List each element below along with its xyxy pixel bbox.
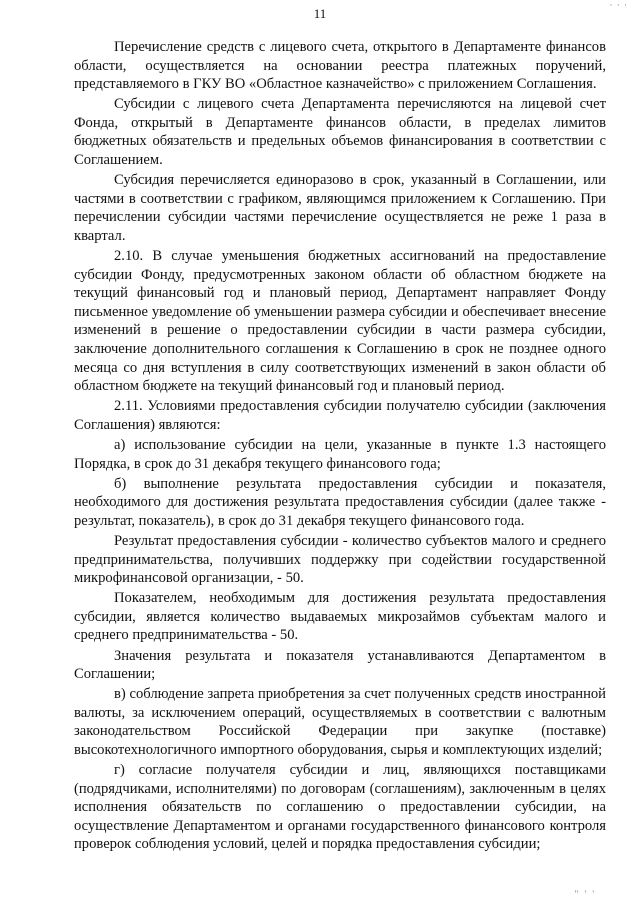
paragraph-item-a: а) использование субсидии на цели, указанные в пункте 1.3 настоящего Порядка, в срок до 31 декабря текущего финансового года; xyxy=(74,436,606,472)
paragraph-result: Результат предоставления субсидии - количество субъектов малого и среднего предпринимательства, получивших поддержку при содействии государственной микрофинансовой организации, - 50. xyxy=(74,532,606,587)
paragraph-subsidy-schedule: Субсидия перечисляется единоразово в срок, указанный в Соглашении, или частями в соответствии с графиком, являющимся приложением к Соглашению. При перечислении субсидии частями перечисление осуществляется не реже 1 раза в квартал. xyxy=(74,172,606,244)
paragraph-values: Значения результата и показателя устанавливаются Департаментом в Соглашении; xyxy=(74,647,606,683)
top-right-mark: · · · xyxy=(609,0,628,10)
page-number: 11 xyxy=(313,6,327,21)
footer-mark: " ' ' xyxy=(574,889,596,899)
paragraph-transfer-funds: Перечисление средств с лицевого счета, открытого в Департаменте финансов области, осуществляется на основании реестра платежных поручений, представляемого в ГКУ ВО «Областное казначейство» с приложением Соглашения. xyxy=(74,39,606,93)
paragraph-indicator: Показателем, необходимым для достижения результата предоставления субсидии, является количество выдаваемых микрозаймов субъектам малого и среднего предпринимательства - 50. xyxy=(74,590,606,644)
paragraph-2-11: 2.11. Условиями предоставления субсидии получателю субсидии (заключения Соглашения) являются: xyxy=(74,398,606,433)
paragraph-subsidy-account: Субсидии с лицевого счета Департамента перечисляются на лицевой счет Фонда, открытый в Департаменте финансов области, в пределах лимитов бюджетных обязательств и предельных объемов финансирования в соответствии с Соглашением. xyxy=(74,96,606,169)
paragraph-item-b: б) выполнение результата предоставления субсидии и показателя, необходимого для достижения результата предоставления субсидии (далее также - результат, показатель), в срок до 31 декабря текущего финансового года. xyxy=(74,475,606,529)
paragraph-item-v: в) соблюдение запрета приобретения за счет полученных средств иностранной валюты, за исключением операций, осуществляемых в соответствии с валютным законодательством Российской Федерации при закупке (поставке) высокотехнологичного импортного оборудования, сырья и комплектующих изделий; xyxy=(74,686,606,758)
document-body xyxy=(74,38,606,856)
paragraph-2-10: 2.10. В случае уменьшения бюджетных ассигнований на предоставление субсидии Фонду, предусмотренных законом области об областном бюджете на текущий финансовый год и плановый период, Департамент направляет Фонду письменное уведомление об уменьшении размера субсидии и обеспечивает внесение изменений в решение о предоставлении субсидии в части размера субсидии, заключение дополнительного соглашения к Соглашению в срок не позднее одного месяца со дня вступления в силу соответствующих изменений в закон области об областном бюджете на текущий финансовый год и плановый период. xyxy=(74,248,606,395)
paragraph-item-g: г) согласие получателя субсидии и лиц, являющихся поставщиками (подрядчиками, исполнителями) по договорам (соглашениям), заключенным в целях исполнения обязательств по соглашению о предоставлении субсидии, на осуществление Департаментом и органами государственного финансового контроля проверок соблюдения условий, целей и порядка предоставления субсидии; xyxy=(74,762,606,853)
